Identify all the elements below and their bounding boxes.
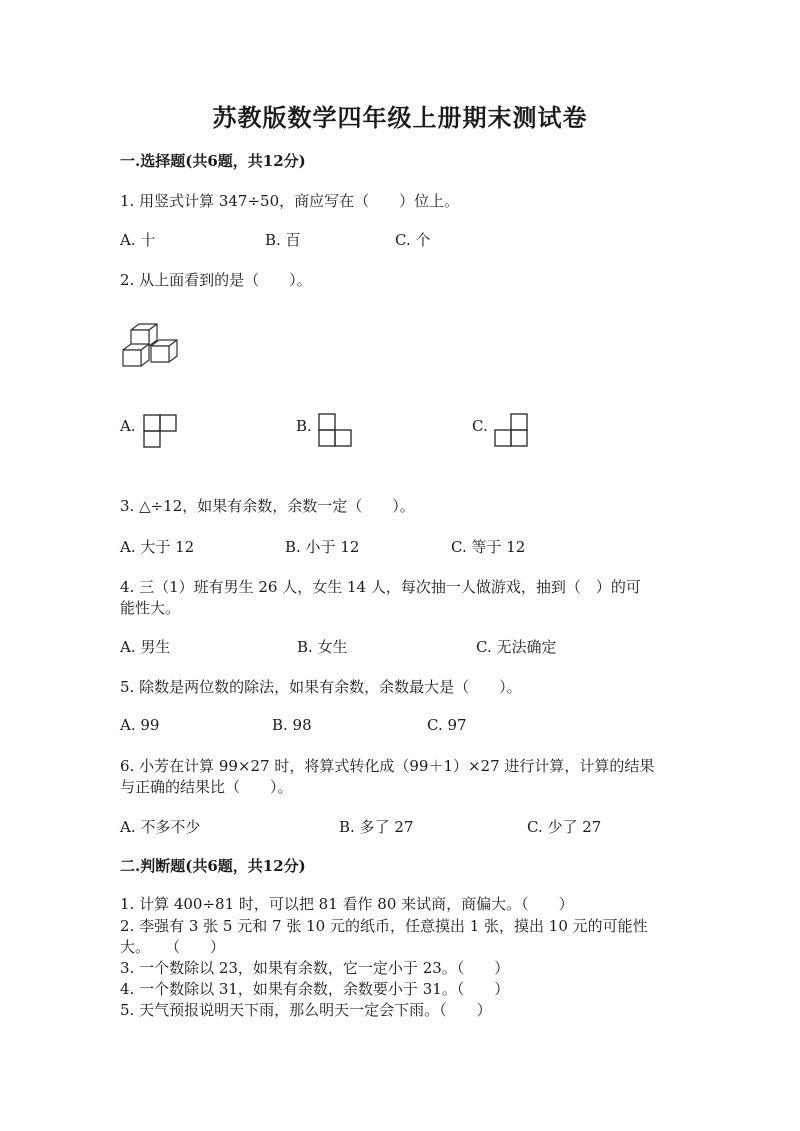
question-3-option-b: B. 小于 12 (285, 538, 360, 556)
section-heading-choice: 一.选择题(共6题，共12分) (120, 152, 306, 170)
question-1-text: 1. 用竖式计算 347÷50，商应写在（ ）位上。 (120, 192, 460, 210)
question-5-option-b: B. 98 (272, 716, 312, 734)
question-3-option-c: C. 等于 12 (451, 538, 526, 556)
question-4-option-c: C. 无法确定 (476, 638, 557, 656)
question-6-text-line1: 6. 小芳在计算 99×27 时，将算式转化成（99＋1）×27 进行计算，计算的结果 (120, 757, 655, 775)
question-2-text: 2. 从上面看到的是（ ）。 (120, 271, 312, 289)
section-heading-judgment: 二.判断题(共6题，共12分) (120, 857, 306, 875)
question-4-option-b: B. 女生 (297, 638, 348, 656)
question-6-option-b: B. 多了 27 (339, 818, 414, 836)
top-view-c-figure (494, 413, 530, 449)
question-5-option-a: A. 99 (120, 716, 160, 734)
question-4-text-line2: 能性大。 (120, 599, 181, 617)
question-2-option-c: C. (472, 417, 488, 435)
question-4-option-a: A. 男生 (120, 638, 171, 656)
page-title: 苏教版数学四年级上册期末测试卷 (212, 103, 588, 132)
top-view-a-figure (143, 414, 179, 450)
judgment-item-4: 4. 一个数除以 31，如果有余数，余数要小于 31。（ ） (120, 980, 510, 998)
question-5-option-c: C. 97 (427, 716, 467, 734)
judgment-item-1: 1. 计算 400÷81 时，可以把 81 看作 80 来试商，商偏大。（ ） (120, 895, 574, 913)
question-6-text-line2: 与正确的结果比（ ）。 (120, 778, 293, 796)
cube-stack-figure (121, 322, 181, 368)
question-3-option-a: A. 大于 12 (120, 538, 195, 556)
judgment-item-2-line1: 2. 李强有 3 张 5 元和 7 张 10 元的纸币，任意摸出 1 张，摸出 10 元的可能性 (120, 917, 648, 935)
question-6-option-c: C. 少了 27 (527, 818, 602, 836)
question-1-option-a: A. 十 (120, 231, 156, 249)
question-2-option-a: A. (120, 417, 136, 435)
judgment-item-3: 3. 一个数除以 23，如果有余数，它一定小于 23。（ ） (120, 959, 510, 977)
question-1-option-b: B. 百 (265, 231, 301, 249)
question-6-option-a: A. 不多不少 (120, 818, 201, 836)
question-2-option-b: B. (296, 417, 312, 435)
judgment-item-2-line2: 大。 （ ） (120, 938, 226, 956)
top-view-b-figure (318, 413, 354, 449)
judgment-item-5: 5. 天气预报说明天下雨，那么明天一定会下雨。（ ） (120, 1001, 492, 1019)
question-1-option-c: C. 个 (395, 231, 431, 249)
question-4-text-line1: 4. 三（1）班有男生 26 人，女生 14 人，每次抽一人做游戏，抽到（ ）的可 (120, 578, 641, 596)
question-5-text: 5. 除数是两位数的除法，如果有余数，余数最大是（ ）。 (120, 678, 522, 696)
question-3-text: 3. △÷12，如果有余数，余数一定（ ）。 (120, 497, 415, 515)
